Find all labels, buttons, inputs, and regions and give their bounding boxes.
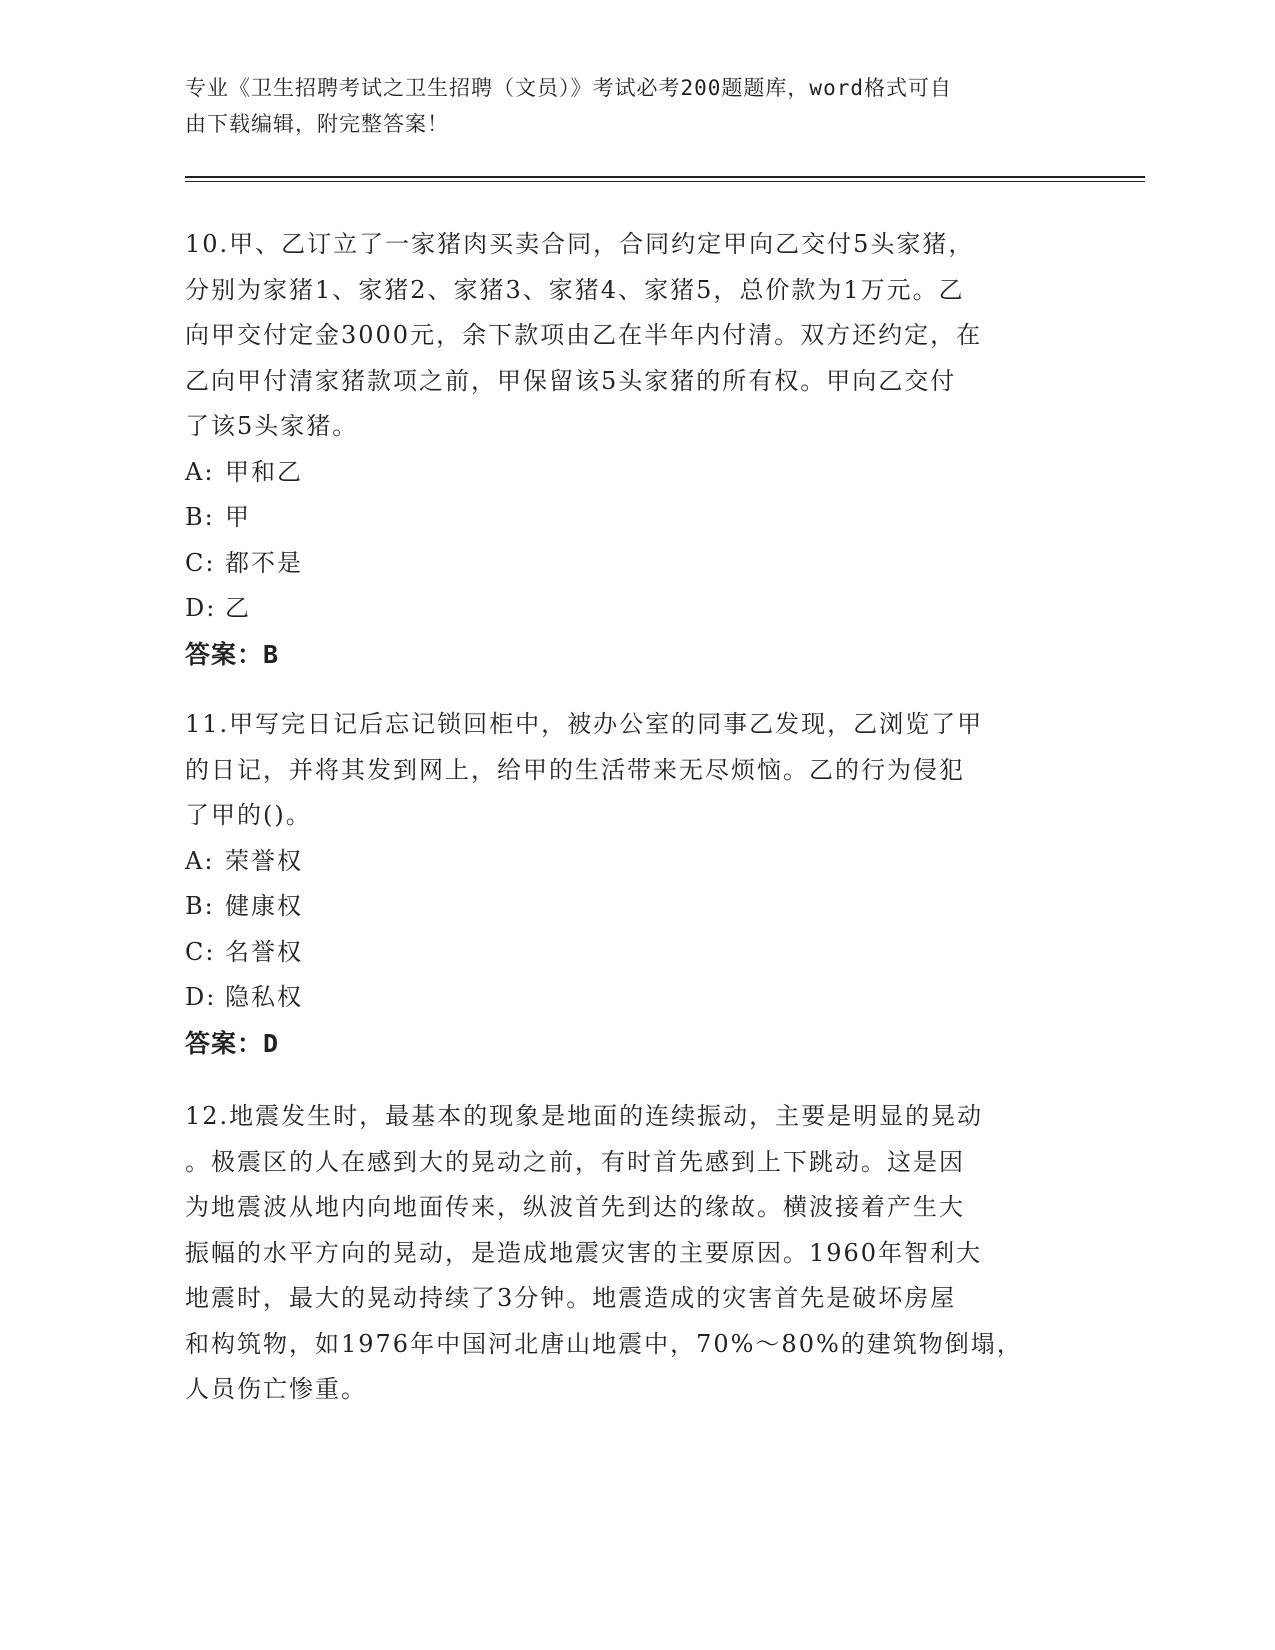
stem-line: 的日记，并将其发到网上，给甲的生活带来无尽烦恼。乙的行为侵犯 xyxy=(185,755,965,784)
question-stem xyxy=(185,222,1065,450)
document-header xyxy=(185,70,1065,142)
option-text: 隐私权 xyxy=(225,983,303,1011)
stem-line: 了甲的()。 xyxy=(185,801,312,829)
option-key: C: xyxy=(185,548,216,577)
question-11 xyxy=(185,702,1065,1067)
option-text: 都不是 xyxy=(225,548,303,577)
stem-line: 和构筑物，如1976年中国河北唐山地震中，70%～80%的建筑物倒塌， xyxy=(185,1329,1023,1358)
option-key: B: xyxy=(185,503,215,531)
stem-line: 为地震波从地内向地面传来，纵波首先到达的缘故。横波接着产生大 xyxy=(185,1193,965,1221)
option-text: 名誉权 xyxy=(225,937,303,966)
option-key: D: xyxy=(185,983,217,1011)
stem-line: 11.甲写完日记后忘记锁回柜中，被办公室的同事乙发现，乙浏览了甲 xyxy=(185,710,984,738)
option-key: A: xyxy=(185,457,215,486)
option-a xyxy=(185,450,1065,496)
question-10 xyxy=(185,222,1065,678)
header-divider-thin xyxy=(185,181,1145,182)
stem-line: 向甲交付定金3000元，余下款项由乙在半年内付清。双方还约定，在 xyxy=(185,321,983,349)
header-line-1: 专业《卫生招聘考试之卫生招聘（文员）》考试必考200题题库，word格式可自 xyxy=(185,76,952,100)
option-text: 甲 xyxy=(225,503,251,531)
stem-line: 人员伤亡惨重。 xyxy=(185,1375,367,1403)
option-key: C: xyxy=(185,937,216,966)
option-b xyxy=(185,884,1065,930)
stem-line: 分别为家猪1、家猪2、家猪3、家猪4、家猪5，总价款为1万元。乙 xyxy=(185,275,965,304)
header-line-2: 由下载编辑，附完整答案！ xyxy=(185,112,449,136)
option-text: 乙 xyxy=(225,594,251,622)
option-key: B: xyxy=(185,892,215,920)
stem-line: 乙向甲付清家猪款项之前，甲保留该5头家猪的所有权。甲向乙交付 xyxy=(185,366,957,395)
question-stem xyxy=(185,1094,1065,1413)
stem-line: 地震时，最大的晃动持续了3分钟。地震造成的灾害首先是破坏房屋 xyxy=(185,1284,957,1312)
stem-line: 了该5头家猪。 xyxy=(185,412,359,440)
stem-line: 10.甲、乙订立了一家猪肉买卖合同，合同约定甲向乙交付5头家猪， xyxy=(185,230,975,258)
option-d xyxy=(185,975,1065,1021)
answer-label: 答案：B xyxy=(185,639,280,669)
question-stem xyxy=(185,702,1065,839)
option-b xyxy=(185,495,1065,541)
option-text: 健康权 xyxy=(225,892,303,920)
option-text: 甲和乙 xyxy=(225,457,303,486)
question-12 xyxy=(185,1094,1065,1413)
option-text: 荣誉权 xyxy=(225,846,303,875)
header-divider-thick xyxy=(185,176,1145,178)
option-a xyxy=(185,839,1065,885)
stem-line: 12.地震发生时，最基本的现象是地面的连续振动，主要是明显的晃动 xyxy=(185,1102,984,1130)
option-key: D: xyxy=(185,594,217,622)
option-c xyxy=(185,541,1065,587)
option-d xyxy=(185,586,1065,632)
stem-line: 振幅的水平方向的晃动，是造成地震灾害的主要原因。1960年智利大 xyxy=(185,1238,983,1267)
stem-line: 。极震区的人在感到大的晃动之前，有时首先感到上下跳动。这是因 xyxy=(185,1147,965,1176)
option-c xyxy=(185,930,1065,976)
option-key: A: xyxy=(185,846,215,875)
answer-label: 答案：D xyxy=(185,1028,280,1058)
